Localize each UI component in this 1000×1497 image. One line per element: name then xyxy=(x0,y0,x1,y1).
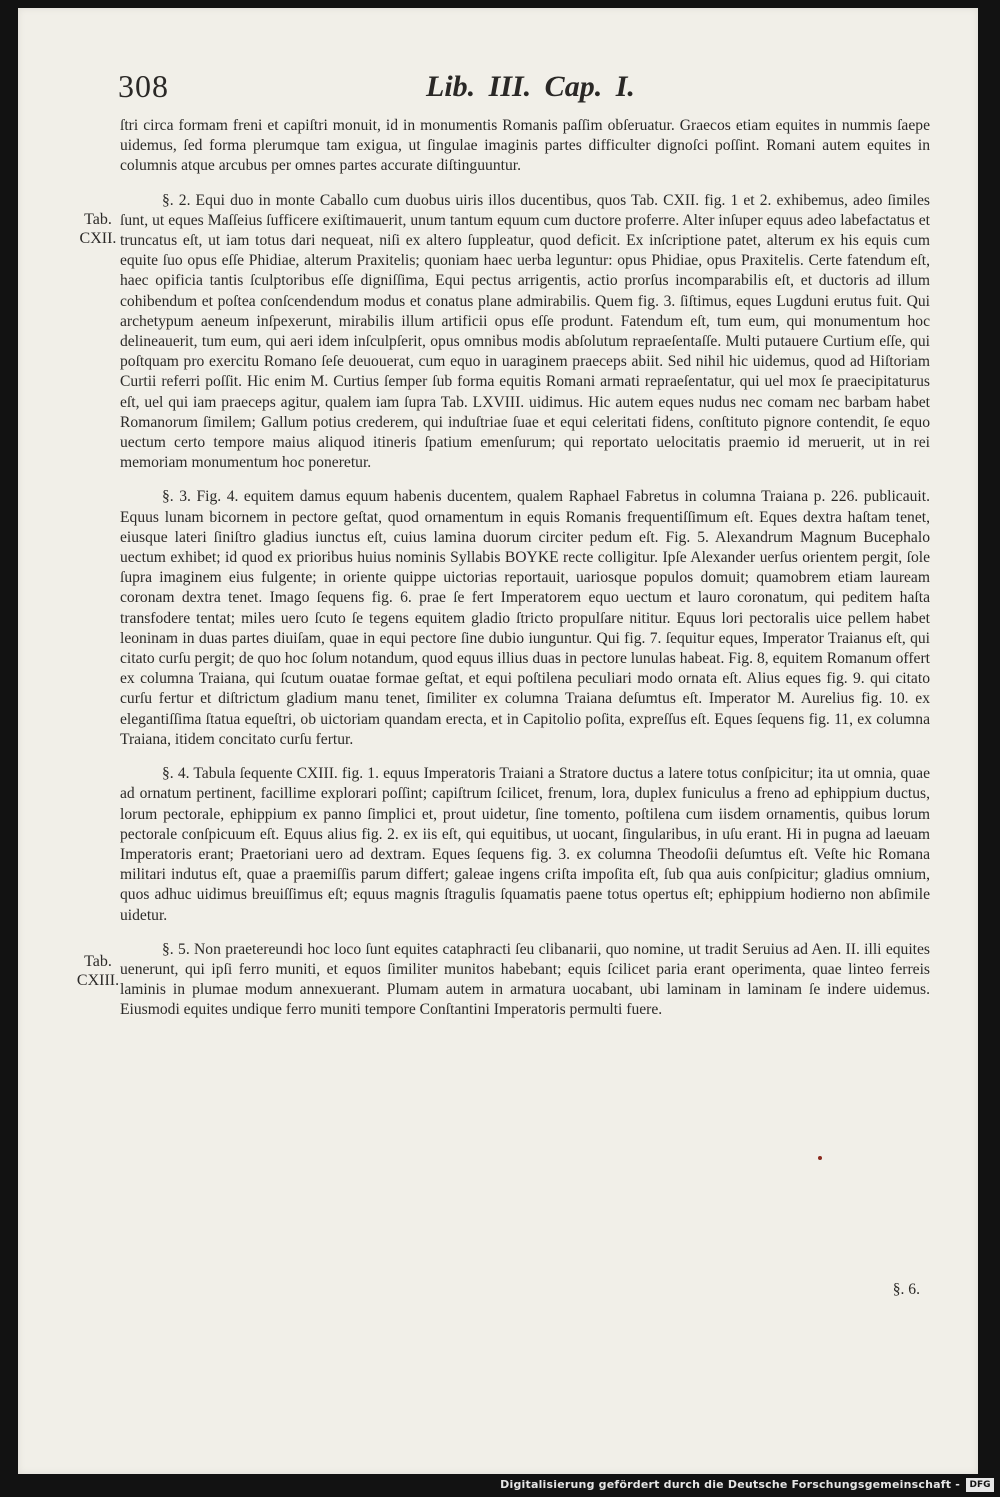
paragraph-section-3: §. 3. Fig. 4. equitem damus equum habenis ducentem, qualem Raphael Fabretus in columna Traiana p. 226. publicauit. Equus lunam bicornem in pectore geſtat, quod ornamentum in equis Romanis frequentiſſimum eſt. Eques dextra haſtam tenet, eiusque lateri ſiniſtro gladius iunctus eſt, cuius lamina duorum circiter pedum eſt. Fig. 5. Alexandrum Magnum Bucephalo uectum exhibet; id quod ex prioribus huius nominis Syllabis BOYKE recte colligitur. Ipſe Alexander uerſus orientem pergit, ſole ſupra imaginem eius fulgente; in oriente quippe uictorias reportauit, uariosque populos domuit; quamobrem etiam lauream coronam dextra tenet. Imago ſequens fig. 6. prae ſe fert Imperatorem equo uectum et lauro coronatum, qui peditem haſta transfodere tentat; miles uero ſcuto ſe tegens equitem gladio ſtricto propulſare nititur. Equus lori pectoralis uice pellem habet leoninam in duas partes diuiſam, quae in equi pectore ſine dubio iunguntur. Qui fig. 7. ſequitur eques, Imperator Traianus eſt, qui citato curſu pergit; de quo hoc ſolum notandum, quod equus illius duas in pectore lunulas habeat. Fig. 8, equitem Romanum offert ex columna Traiana, qui ſcutum ouatae formae geſtat, et equi poſtilena peculiari modo ornata eſt. Alius eques fig. 9. qui citato curſu fertur et diſtrictum gladium manu tenet, ſimiliter ex columna Traiana deſumtus eſt. Imperator M. Aurelius fig. 10. ex elegantiſſima ſtatua equeſtri, ob uictoriam quandam erecta, et in Capitolio poſita, expreſſus eſt. Eques ſequens fig. 11, ex columna Traiana, itidem concitato curſu fertur. xyxy=(120,488,930,748)
dfg-logo-icon: DFG xyxy=(966,1478,994,1492)
page-header xyxy=(118,66,928,114)
margin-note-tab-cxii xyxy=(68,210,128,248)
footer-credit: Digitalisierung gefördert durch die Deutsche Forschungsgemeinschaft - xyxy=(500,1478,960,1491)
margin-note-line: Tab. xyxy=(84,211,112,228)
margin-note-line: CXIII. xyxy=(76,972,120,989)
running-title: Lib. III. Cap. I. xyxy=(426,70,635,103)
paragraph-section-5: §. 5. Non praetereundi hoc loco ſunt equites cataphracti ſeu clibanarii, quo nomine, ut tradit Seruius ad Aen. II. illi equites uenerunt, qui ipſi ferro muniti, et equos ſimiliter munitos habebant; equis ſcilicet paria erant operimenta, quae linteo ferreis laminis in plumae modum annexuerant. Plumam autem in armatura uocabant, ubi laminam in laminam ſe indere uidemus. Eiusmodi equites undique ferro muniti tempore Conſtantini Imperatoris permulti fuere. xyxy=(120,940,930,1019)
margin-note-line: CXII. xyxy=(79,230,117,247)
margin-note-line: Tab. xyxy=(84,953,112,970)
ink-spot xyxy=(818,1156,822,1160)
margin-note-tab-cxiii xyxy=(68,952,128,990)
paragraph-section-4: §. 4. Tabula ſequente CXIII. fig. 1. equus Imperatoris Traiani a Stratore ductus a latere totus conſpicitur; ita ut omnia, quae ad ornatum pertinent, facillime explorari poſſint; capiſtrum ſcilicet, frenum, lora, duplex funiculus a freno ad ephippium ductus, lorum pectorale, ephippium ex panno ſimplici et, prout uidetur, ſine tomento, poſtilena cum iisdem ornamentis, quibus lorum pectorale conſpicuum eſt. Equus alius fig. 2. ex iis eſt, qui equitibus, ut uocant, ſingularibus, in uſu erant. Hi in pugna ad laeuam Imperatoris erant; Praetoriani uero ad dextram. Eques ſequens fig. 3. ex columna Theodoſii deſumtus eſt. Veſte hic Romana militari indutus eſt, quae a praemiſſis parum differt; galeae ingens criſta impoſita eſt, ſub qua auis conſpicitur; gladius omnium, quos adhuc uidimus breuiſſimus eſt; equus magnis ſtragulis ſquamatis paene totus opertus eſt; ephippium hodierno non abſimile uidetur. xyxy=(120,765,930,924)
page-number: 308 xyxy=(118,68,169,104)
paragraph-section-2: §. 2. Equi duo in monte Caballo cum duobus uiris illos ducentibus, quos Tab. CXII. fig. 1 et 2. exhibemus, adeo ſimiles ſunt, ut eques Maſſeius ſufficere exiſtimauerit, unum tantum equum cum ductore proferre. Alter inſuper equus adeo labefactatus et truncatus eſt, ut iam totus dari nequeat, niſi ex altero ſuppleatur, quod deficit. Ex inſcriptione patet, alterum ex his equis cum equite ſuo opus eſſe Phidiae, alterum Praxitelis; quoniam haec uerba leguntur: opus Phidiae, opus Praxitelis. Certe fatendum eſt, haec opificia tantis ſculptoribus eſſe digniſſima, Equi pectus arrigentis, actio prorſus incomparabilis eſt, et ductoris ad illum cohibendum et poſtea conſcendendum modus et conatus plane admirabilis. Quem fig. 3. ſiſtimus, eques Lugduni erutus fuit. Qui archetypum aeneum inſpexerunt, mirabilis illum artificii opus eſſe produnt. Fatendum eſt, tum eum, qui monumentum hoc delineauerit, tum eum, qui aeri idem inſculpſerit, opus omnibus modis abſolutum repraeſentaſſe. Multi putauere Curtium eſſe, qui poſtquam pro exercitu Romano ſeſe deuouerat, cum equo in uaraginem praeceps abiit. Sed nihil hic uidemus, quod ad Hiſtoriam Curtii referri poſſit. Hic enim M. Curtius ſemper ſub forma equitis Romani armati repraeſentatur, qui uel mox ſe praecipitaturus eſt, uel qui iam praeceps agitur, qualem iam ſupra Tab. LXVIII. uidimus. Hic autem eques nudus nec comam nec barbam habet Romanorum ſimilem; Gallum potius crederem, qui induſtriae ſuae et equi celeritati fidens, conſtituto pignore contendit, ſe equo uectum certo tempore maius aliquod itineris ſpatium emenſurum; qui reportato uelocitatis praemio id meruerit, ut in rei memoriam monumentum hoc poneretur. xyxy=(120,191,930,472)
paragraph-continuation: ſtri circa formam freni et capiſtri monuit, id in monumentis Romanis paſſim obſeruatur. Graecos etiam equites in nummis ſaepe uidemus, ſed forma plerumque tam exigua, ut ſingulae imaginis partes difficulter dignoſci poſſint. Romani autem equites in columnis atque arcubus per omnes partes accurate diſtinguuntur. xyxy=(120,117,930,175)
catchword: §. 6. xyxy=(892,1281,920,1298)
body-text xyxy=(120,116,930,1035)
